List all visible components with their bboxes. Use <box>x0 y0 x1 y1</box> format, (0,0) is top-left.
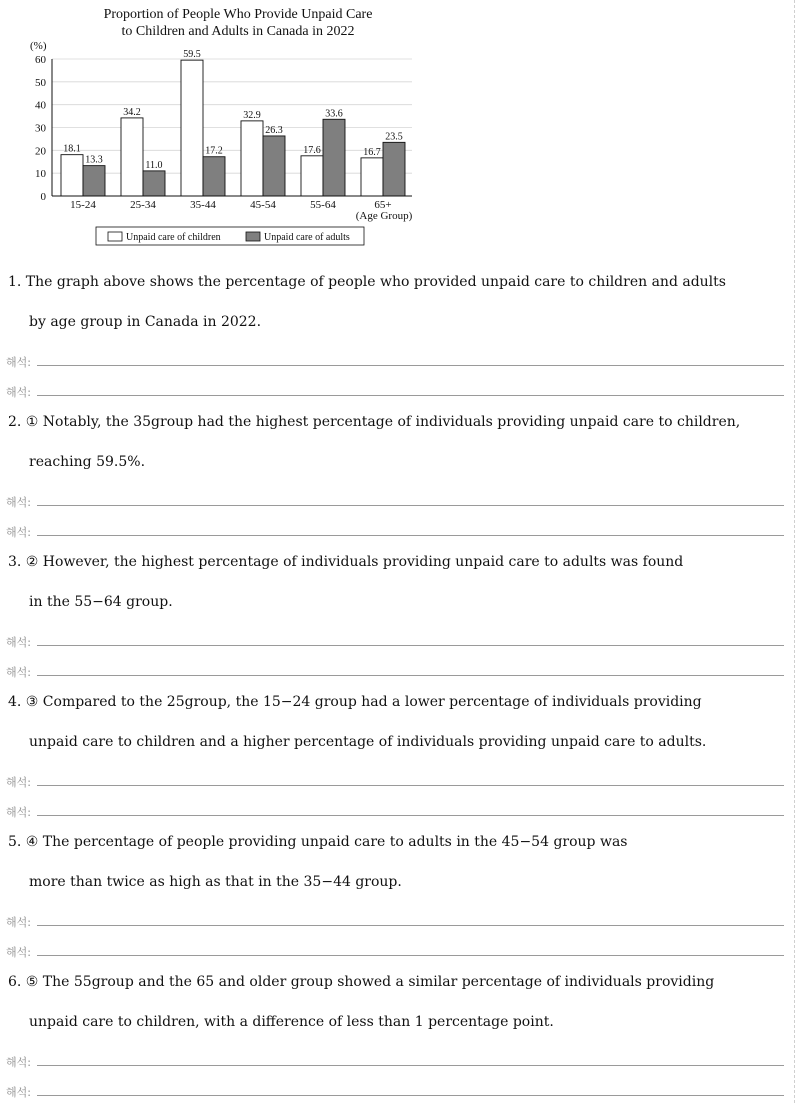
x-tick-label: 25-34 <box>130 199 156 211</box>
x-axis-label: (Age Group) <box>355 210 413 222</box>
bar-children-45-54 <box>241 121 263 196</box>
bar-children-25-34 <box>121 118 143 196</box>
data-label: 18.1 <box>63 143 81 155</box>
question-line-2: reaching 59.5%. <box>29 454 146 470</box>
chart-title-line-1: Proportion of People Who Provide Unpaid Care <box>103 7 373 22</box>
answer-line[interactable] <box>37 535 784 536</box>
bar-children-55-64 <box>301 156 323 196</box>
answer-line[interactable] <box>37 925 784 926</box>
answer-line[interactable] <box>37 785 784 786</box>
data-label: 17.6 <box>303 144 321 156</box>
legend-swatch-adults <box>246 232 260 241</box>
question-1 <box>8 272 768 332</box>
answer-label: 해석: <box>6 1086 31 1099</box>
chart-legend <box>96 227 364 245</box>
answer-label: 해석: <box>6 526 31 539</box>
answer-line[interactable] <box>37 505 784 506</box>
answer-label: 해석: <box>6 916 31 929</box>
data-label: 11.0 <box>145 159 163 171</box>
question-line-2: in the 55−64 group. <box>29 594 173 610</box>
answer-line[interactable] <box>37 955 784 956</box>
question-2 <box>8 412 768 472</box>
chart-bars <box>61 60 405 196</box>
legend-label-adults: Unpaid care of adults <box>264 232 350 243</box>
data-label: 26.3 <box>265 124 283 136</box>
chart-title-line-2: to Children and Adults in Canada in 2022 <box>121 24 355 39</box>
answer-field[interactable] <box>6 354 784 368</box>
answer-field[interactable] <box>6 664 784 678</box>
y-tick-label: 60 <box>35 54 46 66</box>
y-axis-ticks <box>35 54 47 203</box>
page-margin-rule <box>794 0 795 1103</box>
answer-line[interactable] <box>37 365 784 366</box>
answer-label: 해석: <box>6 1056 31 1069</box>
x-tick-label: 55-64 <box>310 199 336 211</box>
answer-field[interactable] <box>6 944 784 958</box>
bar-chart <box>0 0 430 250</box>
answer-label: 해석: <box>6 806 31 819</box>
y-tick-label: 30 <box>35 122 46 135</box>
data-label: 13.3 <box>85 154 103 166</box>
y-axis-unit: (%) <box>30 40 47 52</box>
legend-label-children: Unpaid care of children <box>126 232 221 243</box>
bar-children-35-44 <box>181 60 203 196</box>
answer-field[interactable] <box>6 1054 784 1068</box>
answer-label: 해석: <box>6 636 31 649</box>
bar-children-15-24 <box>61 155 83 196</box>
bar-adults-55-64 <box>323 119 345 196</box>
answer-line[interactable] <box>37 1095 784 1096</box>
chart-gridlines <box>52 59 412 173</box>
question-line-2: more than twice as high as that in the 35−44 group. <box>29 874 402 890</box>
answer-label: 해석: <box>6 356 31 369</box>
answer-label: 해석: <box>6 386 31 399</box>
question-line-1: 1. The graph above shows the percentage of people who provided unpaid care to children and adults <box>8 274 726 290</box>
bar-adults-15-24 <box>83 166 105 196</box>
answer-field[interactable] <box>6 914 784 928</box>
x-tick-label: 15-24 <box>70 199 96 211</box>
x-axis-ticks <box>70 199 391 211</box>
answer-field[interactable] <box>6 774 784 788</box>
question-3 <box>8 552 768 612</box>
question-line-1: 4. ③ Compared to the 25group, the 15−24 group had a lower percentage of individuals providing <box>8 694 702 710</box>
answer-label: 해석: <box>6 776 31 789</box>
bar-children-65+ <box>361 158 383 196</box>
answer-field[interactable] <box>6 384 784 398</box>
bar-adults-45-54 <box>263 136 285 196</box>
answer-line[interactable] <box>37 815 784 816</box>
question-line-2: by age group in Canada in 2022. <box>29 314 262 330</box>
bar-adults-35-44 <box>203 157 225 196</box>
answer-label: 해석: <box>6 666 31 679</box>
bar-adults-65+ <box>383 142 405 196</box>
data-label: 16.7 <box>363 146 381 158</box>
chart-data-labels <box>63 49 403 171</box>
data-label: 34.2 <box>123 106 141 118</box>
y-tick-label: 40 <box>35 99 46 112</box>
x-tick-label: 65+ <box>374 199 392 211</box>
y-tick-label: 0 <box>40 191 46 203</box>
data-label: 17.2 <box>205 145 223 157</box>
x-tick-label: 45-54 <box>250 199 276 211</box>
bar-adults-25-34 <box>143 171 165 196</box>
answer-field[interactable] <box>6 1084 784 1098</box>
answer-field[interactable] <box>6 524 784 538</box>
question-6 <box>8 972 768 1032</box>
answer-line[interactable] <box>37 675 784 676</box>
answer-field[interactable] <box>6 494 784 508</box>
y-tick-label: 20 <box>35 145 46 158</box>
answer-field[interactable] <box>6 634 784 648</box>
question-5 <box>8 832 768 892</box>
question-line-1: 3. ② However, the highest percentage of individuals providing unpaid care to adults was found <box>8 554 684 570</box>
question-line-2: unpaid care to children, with a difference of less than 1 percentage point. <box>29 1014 554 1030</box>
question-line-2: unpaid care to children and a higher percentage of individuals providing unpaid care to adults. <box>29 734 707 750</box>
question-line-1: 2. ① Notably, the 35group had the highest percentage of individuals providing unpaid care to children, <box>8 414 741 430</box>
answer-line[interactable] <box>37 1065 784 1066</box>
answer-field[interactable] <box>6 804 784 818</box>
answer-label: 해석: <box>6 946 31 959</box>
data-label: 59.5 <box>183 49 201 61</box>
question-line-1: 6. ⑤ The 55group and the 65 and older group showed a similar percentage of individuals providing <box>8 974 715 990</box>
legend-swatch-children <box>108 232 122 241</box>
answer-line[interactable] <box>37 645 784 646</box>
question-line-1: 5. ④ The percentage of people providing unpaid care to adults in the 45−54 group was <box>8 834 628 850</box>
data-label: 32.9 <box>243 109 261 121</box>
x-tick-label: 35-44 <box>190 199 216 211</box>
answer-line[interactable] <box>37 395 784 396</box>
y-tick-label: 50 <box>35 76 46 89</box>
answer-label: 해석: <box>6 496 31 509</box>
data-label: 33.6 <box>325 108 343 120</box>
y-tick-label: 10 <box>35 168 46 181</box>
question-4 <box>8 692 768 752</box>
data-label: 23.5 <box>385 131 403 143</box>
